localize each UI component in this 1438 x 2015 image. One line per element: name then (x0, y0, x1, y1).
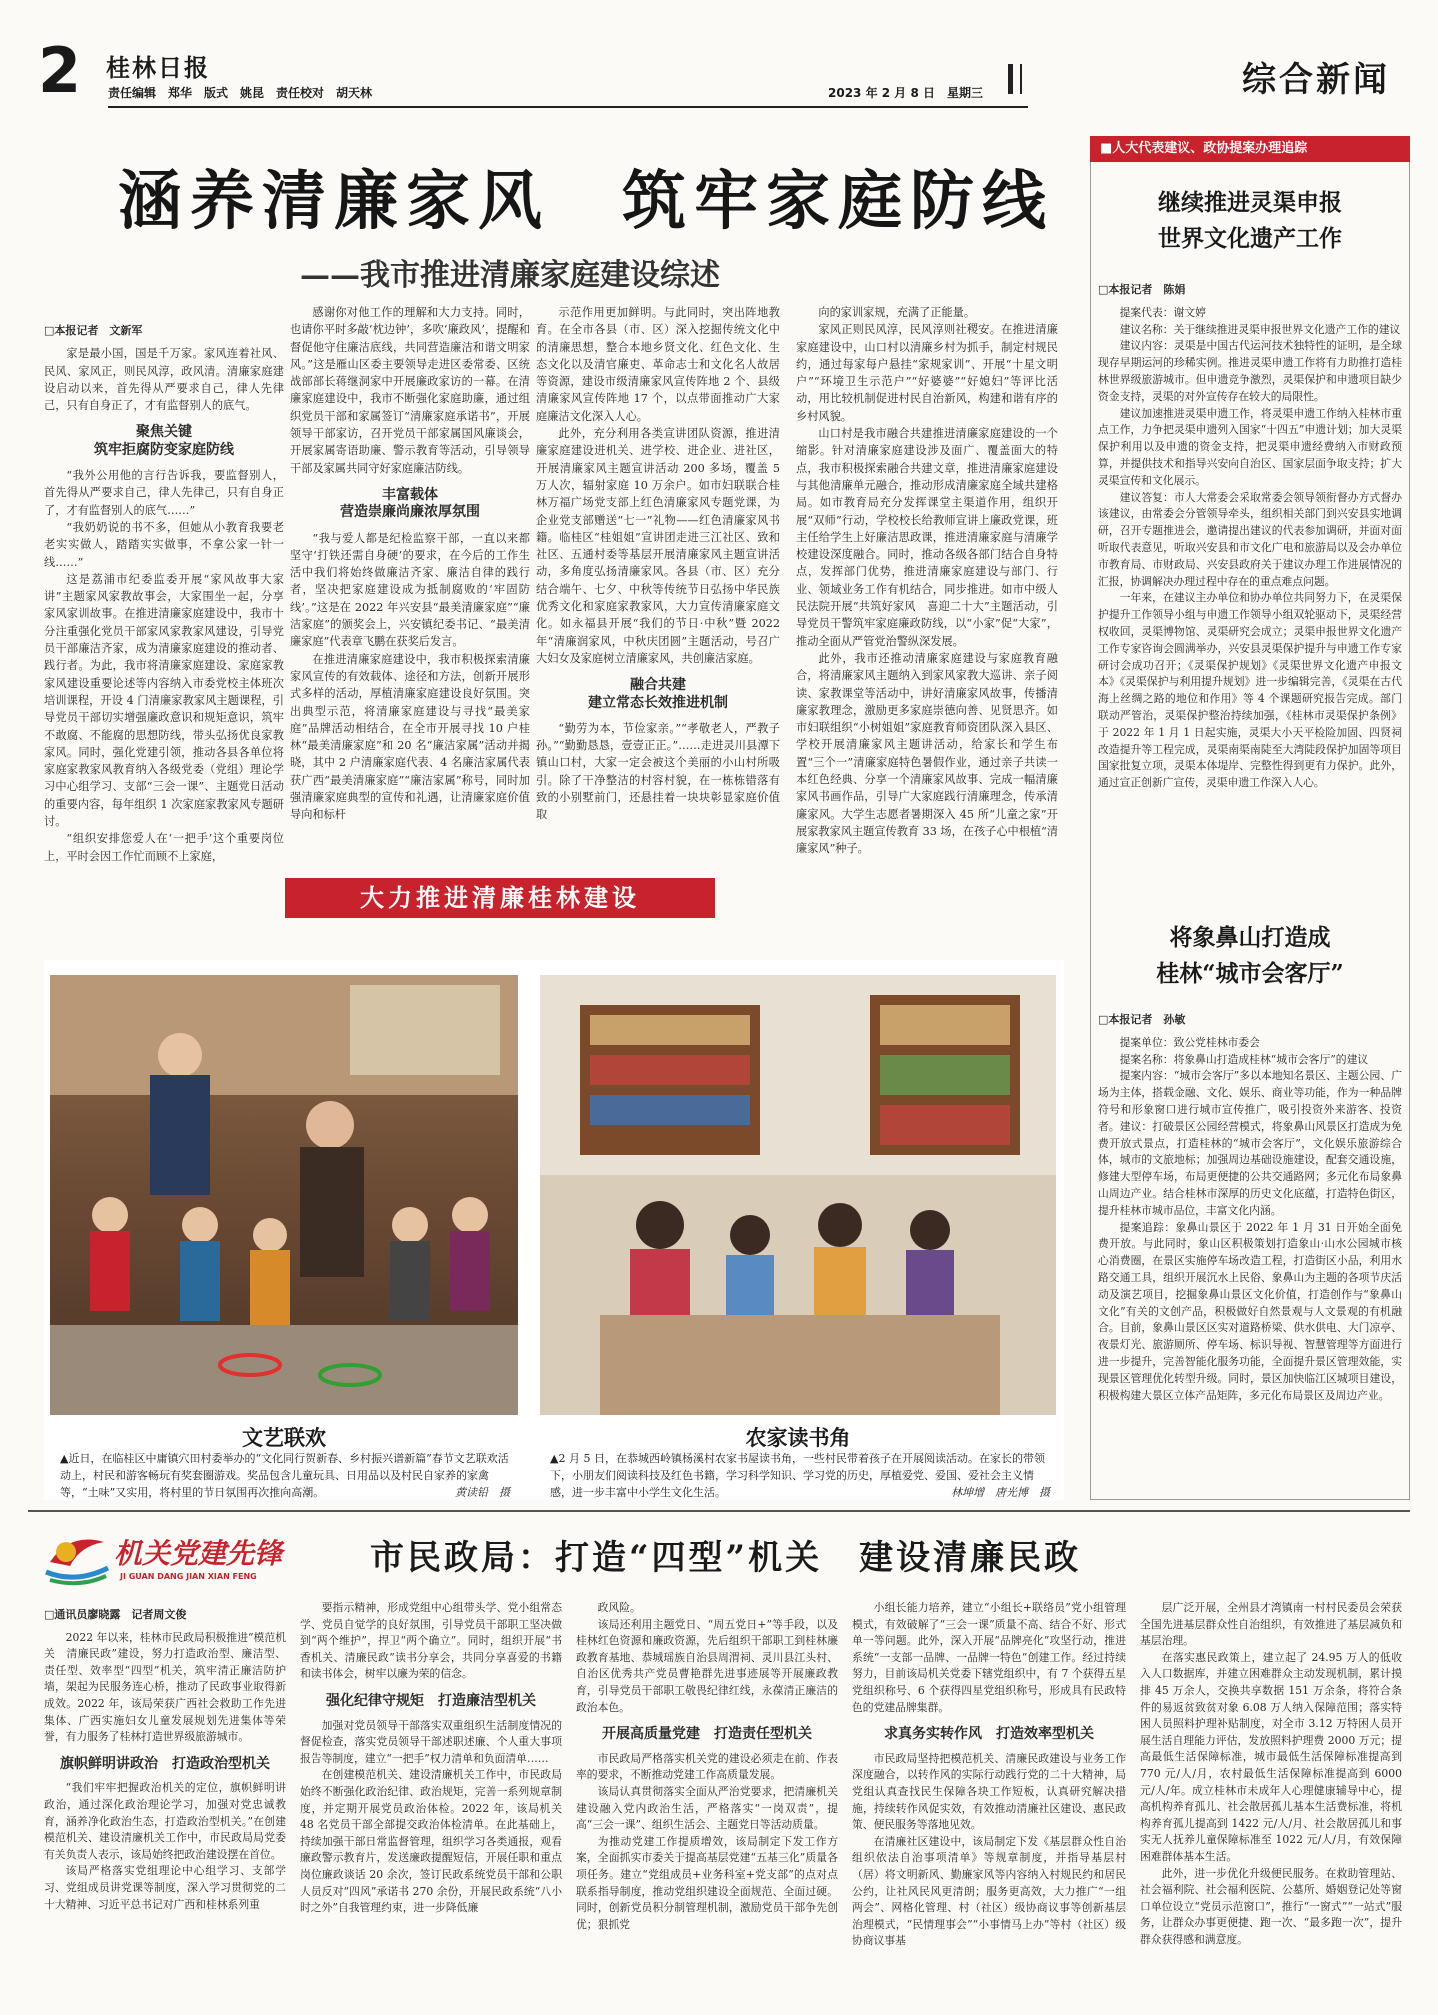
left-photo-caption: ▲近日，在临桂区中庸镇穴田村委举办的“文化同行贺新春、乡村振兴谱新篇”春节文艺联欢活动上，村民和游客畅玩有奖套圈游戏。奖品包含儿童玩具、日用品以及村民自家养的家禽等，“土味”又实用，将村里的节日氛围再次推向高潮。 黄读铅 摄 (60, 1452, 510, 1499)
section-heading: 聚焦关键 筑牢拒腐防变家庭防线 (94, 424, 234, 458)
article-title: 继续推进灵渠申报 世界文化遗产工作 (1158, 189, 1342, 252)
byline: □通讯员廖晓露 记者周文俊 (44, 1608, 187, 1621)
header-rule (108, 106, 1028, 108)
paragraph: 感谢你对他工作的理解和大力支持。同时，也请你平时多敲‘枕边钟’，多吹‘廉政风’，提醒和督促他守住廉洁底线，共同营造廉洁和谐文明家风。”这是雁山区委主要领导走进区委常委、区统战部部长蒋继洞家中开展廉政家访的一幕。在清廉家庭建设中，我市不断强化家庭助廉，通过组织党员干部和家属签订“清廉家庭承诺书”，开展领导干部家访，召开党员干部家属国风廉谈会，开展家属寄语助廉、警示教育等活动，引导领导干部及家属共同守好家庭廉洁防线。 (290, 306, 530, 475)
byline: □本报记者 文新军 (44, 324, 143, 337)
section-heading: 开展高质量党建 打造责任型机关 (602, 1726, 812, 1743)
paragraph: 政风险。 (597, 1601, 641, 1614)
paragraph: 此外，我市还推动清廉家庭建设与家庭教育融合，将清廉家风主题纳入到家风家教大巡讲、亲子阅读、家教课堂等活动中，讲好清廉家风故事，传播清廉家教理念，激励更多家庭崇德向善、见贤思齐。如市妇联组织“小树姐姐”家庭教育师资团队深入县区、学校开展清廉家风主题讲活动，给家长和学生布置“三个一”清廉家庭特色暑假作业，通过亲子共读一本红色经典、分享一个清廉家风故事、完成一幅清廉家风书画作品，引导广大家庭践行清廉理念，传承清廉家风。大学生志愿者暑期深入 45 所“儿童之家”开展家教家风主题宣传教育 33 场，在孩子心中根植“清廉家风”种子。 (796, 651, 1058, 856)
paragraph: 家风正则民风淳，民风淳则社稷安。在推进清廉家庭建设中，山口村以清廉乡村为抓手，制定村规民约，通过每家每户悬挂“家规家训”、开展“十星文明户”“环境卫生示范户”“好婆婆”“好媳妇”等评比活动，用比较机制促进村民自治新风，构建和谐有序的乡村风貌。 (796, 323, 1058, 423)
section-heading: 融合共建 建立常态长效推进机制 (588, 677, 728, 711)
bottom-column-2 (300, 1600, 562, 2003)
section-heading: 旗帜鲜明讲政治 打造政治型机关 (60, 1755, 270, 1772)
paragraph: 提案单位：致公党桂林市委会 (1119, 1035, 1260, 1049)
byline: □本报记者 陈娟 (1098, 283, 1186, 296)
paragraph: 建议名称：关于继续推进灵渠申报世界文化遗产工作的建议 (1119, 322, 1401, 336)
paragraph: 提案内容：“城市会客厅”多以本地知名景区、主题公园、广场为主体，搭载金融、文化、娱乐、商业等功能，作为一种品牌符号和形象窗口进行城市宣传推广，吸引投资外来游客、投资者。建议：打破景区公园经营模式，将象鼻山风景区打造成为免费开放式景点，打造桂林的“城市会客厅”，文化娱乐旅游综合体，城市的文旅地标；加强周边基础设施建设，配套交通设施，修建大型停车场，布局更便捷的公共交通路网；多元化布局象鼻山周边产业。结合桂林市深厚的历史文化底蕴，打造特色街区，提升桂林市城市品位，丰富文化内涵。 (1098, 1069, 1402, 1217)
paragraph: 示范作用更加鲜明。与此同时，突出阵地教育。在全市各县（市、区）深入挖掘传统文化中的清廉思想，整合本地乡贤文化、红色文化、生态文化以及清官廉吏、革命志士和文化名人故居等资源，建设市级清廉家风宣传阵地 2 个、县级清廉家风宣传阵地 17 个，以点带面推动广大家庭廉洁文化深入人心。 (536, 306, 780, 423)
reading-corner-image (540, 975, 1056, 1415)
paragraph: 山口村是我市融合共建推进清廉家庭建设的一个缩影。针对清廉家庭建设涉及面广、覆盖面大的特点，我市积极探索融合共建文章，推进清廉家庭建设与其他清廉单元融合，推动形成清廉家庭全域共建格局。如市教育局充分发挥课堂主渠道作用，组织开展“双师”行动，学校校长给教师宣讲上廉政党课，班主任给学生上好廉洁思政课，推进清廉家庭与清廉学校建设深度融合。同时，推动各级各部门结合自身特点，发挥部门优势，推进清廉家庭建设与部门、行业、领域业务工作有机结合，同步推进。如市中级人民法院开展“共筑好家风 喜迎二十大”主题活动，引导党员干警筑牢家庭廉政防线，以“小家”促“大家”，推动全面从严管党治警纵深发展。 (796, 427, 1058, 648)
right-article-2 (1098, 1010, 1402, 1496)
paragraph: 加强对党员领导干部落实双重组织生活制度情况的督促检查，落实党员领导干部述职述廉、个人重大事项报告等制度，建立“一把手”权力清单和负面清单…… (300, 1718, 562, 1765)
article-column-1 (44, 320, 284, 910)
column-tag: ■人大代表建议、政协提案办理追踪 (1090, 136, 1410, 162)
section-heading: 丰富载体 营造崇廉尚廉浓厚氛围 (340, 486, 480, 521)
byline: □本报记者 孙敏 (1098, 1013, 1186, 1026)
article-column-3 (536, 304, 780, 870)
paragraph: 建议答复：市人大常委会采取常委会领导领衔督办方式督办该建议，由常委会分管领导牵头，组织相关部门到兴安县实地调研，召开专题推进会，邀请提出建议的代表参加调研，并面对面听取代表意见，听取兴安县和市文化广电和旅游局以及会办单位市教育局、市财政局、兴安县政府关于建议办理工作进展情况的汇报，协调解决办理过程中存在的重点难点问题。 (1098, 490, 1402, 588)
right-photo-credit: 林坤增 唐光博 摄 (951, 1486, 1050, 1499)
article-column-4 (796, 304, 1058, 940)
paragraph: 家是最小国，国是千万家。家风连着社风、民风、家风正，则民风淳，政风清。清廉家庭建设启动以来，首先得从严要求自己，律人先律己，只有自身正了，才有监督别人的底气。 (44, 347, 284, 413)
paragraph: 该局还利用主题党日、“周五党日+”等手段，以及桂林红色资源和廉政资源，先后组织干部职工到桂林廉政教育基地、恭城瑶族自治县周渭祠、灵川县江头村、自治区优秀共产党员曹艳群先进事迹展等开展廉政教育，引导党员干部职工敬畏纪律红线，永葆清正廉洁的政治本色。 (576, 1617, 838, 1714)
paragraph: 层广泛开展，全州县才湾镇南一村村民委员会荣获全国先进基层群众性自治组织，有效推进了基层减负和基层治理。 (1140, 1601, 1402, 1648)
paragraph: 此外，充分利用各类宣讲团队资源，推进清廉家庭建设进机关、进学校、进企业、进社区，开展清廉家风主题宣讲活动 200 多场，覆盖 5 万人次，辐射家庭 10 万余户。如市妇联联合桂林万福广场党支部上红色清廉家风专题党课，为企业党支部赠送“七一”礼物——红色清廉家风书籍。临桂区“桂姐姐”宣讲团走进三江社区、致和社区、五通村委等基层开展清廉家风主题宣讲活动，多角度弘扬清廉家风。各县（市、区）充分结合端午、七夕、中秋等传统节日弘扬中华民族优秀文化和家庭家教家风，大力宣传清廉家庭文化。如永福县开展“我们的节日·中秋”暨 2022 年“清廉润家风，中秋庆团圆”主题活动，号召广大妇女及家庭树立清廉家风，共创廉洁家庭。 (536, 427, 780, 665)
reading-photo (540, 975, 1056, 1415)
paragraph: 提案名称：将象鼻山打造成桂林“城市会客厅”的建议 (1119, 1052, 1369, 1066)
bottom-column-3 (576, 1600, 838, 2003)
paragraph: 市民政局严格落实机关党的建设必须走在前、作表率的要求，不断推动党建工作高质量发展。 (576, 1751, 838, 1782)
bottom-column-4 (852, 1600, 1126, 2003)
paragraph: 在推进清廉家庭建设中，我市积极探索清廉家风宣传的有效载体、途径和方法，创新开展形式多样的活动，厚植清廉家庭建设良好氛围。突出典型示范，将清廉家庭建设与寻找“最美家庭”品牌活动相结合，在全市开展寻找 10 户桂林“最美清廉家庭”和 20 名“廉洁家属”活动并揭晓，其中 2 户清廉家庭代表、4 名廉洁家属代表获广西“最美清廉家庭”“廉洁家属”称号，同时加强清廉家庭典型的宣传和礼遇，让清廉家庭价值导向和标杆 (290, 652, 530, 822)
paragraph: 该局认真贯彻落实全面从严治党要求，把清廉机关建设融入党内政治生活，严格落实“一岗双责”，提高“三会一课”、组织生活会、主题党日等活动质量。 (576, 1784, 838, 1832)
masthead (28, 34, 1410, 114)
paragraph: “我与爱人都是纪检监察干部，一直以来都坚守‘打铁还需自身硬’的要求，在今后的工作生活中我们将始终做廉洁齐家、廉洁自律的践行者，坚决把家庭建设成为抵制腐败的‘牢固防线’。”这是在 2022 年兴安县“最美清廉家庭”“廉洁家庭”的颁奖会上，兴安镇纪委书记、“最美清廉家庭”代表章飞鹏在获奖后发言。 (290, 531, 530, 649)
paragraph: 为推动党建工作提质增效，该局制定下发工作方案，全面抓实市委关于提高基层党建“五基三化”质量各项任务。建立“党组成员+业务科室+党支部”的点对点联系指导制度，推动党组织建设全面规范、全面过硬。同时，创新党员积分制管理机制，激励党员干部争先创优；狠抓党 (576, 1834, 838, 1931)
paragraph: 在清廉社区建设中，该局制定下发《基层群众性自治组织依法自治事项清单》等规章制度，并指导基层村（居）将文明新风、勤廉家风等内容纳入村规民约和居民公约，让社风民风更清朗；服务更高效，大力推广“一组两会”、网格化管理、村（社区）级协商议事等创新基层治理模式，“民情理事会”“小事情马上办”等村（社区）级协商议事基 (852, 1834, 1126, 1948)
paragraph: “组织安排您爱人在‘一把手’这个重要岗位上，平时会因工作忙而顾不上家庭， (44, 832, 284, 863)
paragraph: 向的家训家规，充满了正能量。 (818, 306, 976, 319)
bottom-headline: 市民政局：打造“四型”机关 建设清廉民政 (370, 1538, 1082, 1578)
editor-credits: 责任编辑 郑华 版式 姚昆 责任校对 胡天林 (108, 86, 373, 100)
section-heading: 求真务实转作风 打造效率型机关 (884, 1726, 1094, 1743)
paragraph: 在创建模范机关、建设清廉机关工作中，市民政局始终不断强化政治纪律、政治规矩，完善一系列规章制度，并定期开展党员政治体检。2022 年，该局机关 48 名党员干部全部提交政治体检清单。在此基础上，持续加强干部日常监督管理，组织学习各类通报，观看廉政警示教育片，发送廉政提醒短信，开展任职和重点岗位廉政谈话 20 余次，签订民政系统党员干部和公职人员反对“四风”承诺书 270 余份，开展民政系统“八小时之外”自我管理约束，进一步降低廉 (300, 1768, 562, 1915)
paragraph: 建议加速推进灵渠申遗工作，将灵渠申遗工作纳入桂林市重点工作，力争把灵渠申遗列入国家“十四五”申遗计划；加大灵渠保护利用以及申遗的资金支持，把灵渠申遗经费纳入市财政预算，并提供技术和指导兴安向自治区、国家层面争取支持；扩大灵渠宣传和文化展示。 (1098, 406, 1402, 487)
article-title: 将象鼻山打造成 桂林“城市会客厅” (1156, 924, 1344, 987)
section-name: 综合新闻 (1242, 60, 1390, 100)
main-subhead: ——我市推进清廉家庭建设综述 (300, 258, 720, 293)
paragraph: 提案追踪：象鼻山景区于 2022 年 1 月 31 日开始全面免费开放。与此同时，象山区积极策划打造象山·山水公园城市核心消费圈，在景区实施停车场改造工程，打造街区小品，利用水路交通工具，组织开展沉水上民俗、象鼻山为主题的各项节庆活动及演艺项目，挖掘象鼻山景区文化价值，打造创作与“象鼻山文化”有关的文创产品，积极做好自然景观与人文景观的有机融合。目前，象鼻山景区区实对道路桥梁、供水供电、大门凉亭、夜景灯光、旅游厕所、停车场、标识导视、智慧管理等方面进行进一步提升，完善智能化服务功能，全面提升景区管理效能，实现景区管理优化转型升级。同时，景区加快临江区城项目建设，积极构建大景区立体产品矩阵，多元化布局景区及周边产业。 (1098, 1220, 1402, 1402)
section-bar-icon (1008, 64, 1022, 94)
bottom-column-5 (1140, 1600, 1402, 2003)
paragraph: “我外公用他的言行告诉我，要监督别人，首先得从严要求自己，律人先律己，只有自身正了，才有监督别人的底气……” (44, 469, 284, 517)
right-article-1 (1098, 280, 1402, 920)
paragraph: 一年来，在建议主办单位和协办单位共同努力下，在灵渠保护提升工作领导小组与申遗工作领导小组双轮驱动下，灵渠经营权收回，灵渠博物馆、灵渠研究会成立；灵渠申报世界文化遗产工作专家咨询会圆满举办，兴安县灵渠保护提升与申遗工作专家研讨会成功召开；《灵渠保护规划》《灵渠世界文化遗产申报文本》《灵渠保护与利用提升规划》进一步编辑完善，《灵渠在古代海上丝绸之路的地位和作用》等 4 个课题研究报告完成。部门联动严管治，灵渠保护整治持续加强，《桂林市灵渠保护条例》于 2022 年 1 月 1 日起实施，灵渠大小天平检险加固、四贤祠改造提升等工程完成，灵渠南渠南陡至大湾陡段保护加固等项目国家批复立项，灵渠本体堤岸、完整性得到更有力保护。此外，通过宣正创新广宣传，灵渠申遗工作深入人心。 (1098, 591, 1402, 790)
column-logo-pinyin: JI GUAN DANG JIAN XIAN FENG (120, 1572, 257, 1581)
right-photo-caption: ▲2 月 5 日，在恭城西岭镇杨溪村农家书屋读书角，一些村民带着孩子在开展阅读活动。在家长的带领下，小朋友们阅读科技及红色书籍，学习科学知识、学习党的历史，厚植爱党、爱国、爱社会主义情感，进一步丰富中小学生文化生活。 林坤增 唐光博 摄 (550, 1452, 1050, 1499)
article-column-2 (290, 304, 530, 870)
page-number: 2 (38, 34, 82, 107)
paragraph: 建议内容：灵渠是中国古代运河技术独特性的证明，是全球现存早期运河的珍稀实例。推进灵渠申遗工作将有力助推打造桂林世界级旅游城市。但申遗竞争激烈，灵渠保护和申遗项目缺少资金支持，灵渠的对外宣传存在较大的局限性。 (1098, 339, 1402, 403)
paragraph: “勤劳为本，节俭家亲。”“孝敬老人，严教子孙。”“勤勤恳恳，壹壹正正。”……走进灵川县潭下镇山口村，大家一定会被这个美丽的小山村所吸引。除了干净整洁的村容村貌，在一栋栋错落有致的小别墅前门，还悬挂着一块块彰显家庭价值取 (536, 721, 780, 822)
festival-photo (50, 975, 518, 1415)
party-emblem-icon (40, 1522, 114, 1586)
bottom-column-1 (44, 1605, 286, 2003)
column-logo-text: 机关党建先锋 (114, 1537, 283, 1570)
paragraph: 要指示精神，形成党组中心组带头学、党小组常态学、党员自觉学的良好氛围，引导党员干部职工坚决做到“两个维护”，捍卫“两个确立”。同时，组织开展“书香机关、清廉民政”读书分享会，共同分享喜爱的书籍和读书体会，树牢以廉为荣的信念。 (300, 1601, 562, 1681)
section-heading: 强化纪律守规矩 打造廉洁型机关 (326, 1692, 536, 1709)
paragraph: 市民政局坚持把模范机关、清廉民政建设与业务工作深度融合，以转作风的实际行动践行党的二十大精神，局党组认真查找民生保障各块工作短板，认真研究解决措施，持续转作风促实效，有效推动清廉社区建设、惠民政策、便民服务等落地见效。 (852, 1751, 1126, 1832)
right-photo-title: 农家读书角 (745, 1425, 851, 1450)
campaign-banner: 大力推进清廉桂林建设 (285, 878, 715, 918)
paragraph: 这是荔浦市纪委监委开展“家风故事大家讲”主题家风家教故事会，大家围坐一起，分享家风家训故事。在推进清廉家庭建设中，我市十分注重强化党员干部家风家教家风建设，引导党员干部廉洁齐家，成为清廉家庭建设的推动者、践行者。为此，我市将清廉家庭建设、家庭家教家风建设重要论述等内容纳入市委党校主体班次培训课程，开设 4 门清廉家教家风主题课程，引导党员干部切实增强廉政意识和规矩意识，筑牢不敢腐、不能腐的思想防线，带头弘扬优良家教家风。同时，强化党建引领，推动各县各单位将家庭家教家风教育纳入各级党委（党组）理论学习中心组学习、支部“三会一课”、主题党日活动的重要内容，每年组织 1 次家庭家教家风专题研讨。 (44, 572, 284, 829)
issue-date: 2023 年 2 月 8 日 星期三 (828, 86, 983, 100)
festival-scene-image (50, 975, 518, 1415)
left-photo-title: 文艺联欢 (242, 1425, 326, 1450)
paragraph: “我们牢牢把握政治机关的定位，旗帜鲜明讲政治，通过深化政治理论学习，加强对党忠诚教育，涵养净化政治生态，打造政治型机关。”在创建模范机关、建设清廉机关工作中，市民政局局党委有关负责人表示，该局始终把政治建设摆在首位。 (44, 1781, 286, 1861)
paragraph: 小组长能力培养，建立“小组长+联络员”党小组管理模式，有效破解了“三会一课”质量不高、结合不好、形式单一等问题。此外，深入开展“品牌亮化”攻坚行动，推进系统“一支部一品牌、一品牌一特色”创建工作。经过持续努力，目前该局机关党委下辖党组织中，有 7 个获得五星党组织称号、6 个获得四星党组织称号，形成具有民政特色的党建品牌集群。 (852, 1601, 1126, 1714)
paragraph: 2022 年以来，桂林市民政局积极推进“模范机关 清廉民政”建设，努力打造政治型、廉洁型、责任型、效率型“四型”机关，筑牢清正廉洁防护墙，架起为民服务连心桥，推动了民政事业取得新成效。2022 年，该局荣获广西社会救助工作先进集体、广西实施妇女儿童发展规划先进集体等荣誉，有力服务了桂林打造世界级旅游城市。 (44, 1630, 286, 1744)
paragraph: 此外，进一步优化升级便民服务。在救助管理站、社会福利院、社会福利医院、公墓所、婚姻登记处等窗口单位设立“党员示范窗口”，推行“一窗式”“一站式”服务，让群众办事更便捷、跑一次、“最多跑一次”，提升群众获得感和满意度。 (1140, 1866, 1402, 1946)
paragraph: “我奶奶说的书不多，但她从小教育我要老老实实做人，踏踏实实做事，不拿公家一针一线……” (44, 520, 284, 569)
section-divider (28, 1510, 1410, 1512)
paragraph: 提案代表：谢文婷 (1119, 305, 1206, 319)
left-photo-credit: 黄读铅 摄 (455, 1486, 510, 1499)
main-headline: 涵养清廉家风 筑牢家庭防线 (118, 164, 1054, 239)
paragraph: 该局严格落实党组理论中心组学习、支部学习、党组成员讲党课等制度，深入学习贯彻党的二十大精神、习近平总书记对广西和桂林系列重 (44, 1864, 286, 1911)
paper-name: 桂林日报 (106, 53, 210, 82)
paragraph: 在落实惠民政策上，建立起了 24.95 万人的低收入人口数据库，并建立困难群众主动发现机制，累计摸排 45 万余人，交换共享数据 151 万余条，将符合条件的易返贫致贫对象 6.08 万人纳入保障范围；落实特困人员照料护理补贴制度，对全市 3.12 万特困人员开展生活自理能力评估，发放照料护理费 2000 万元；提高最低生活保障标准，城市最低生活保障标准提高到 770 元/人/月，农村最低生活保障标准提高到 6000 元/人/年。成立桂林市未成年人心理健康辅导中心，提高机构养育孤儿、社会散居孤儿基本生活费标准，将机构养育孤儿提高到 1422 元/人/月、社会散居孤儿和事实无人抚养儿童保障标准至 1022 元/人/月，有效保障困难群体基本生活。 (1140, 1650, 1402, 1863)
